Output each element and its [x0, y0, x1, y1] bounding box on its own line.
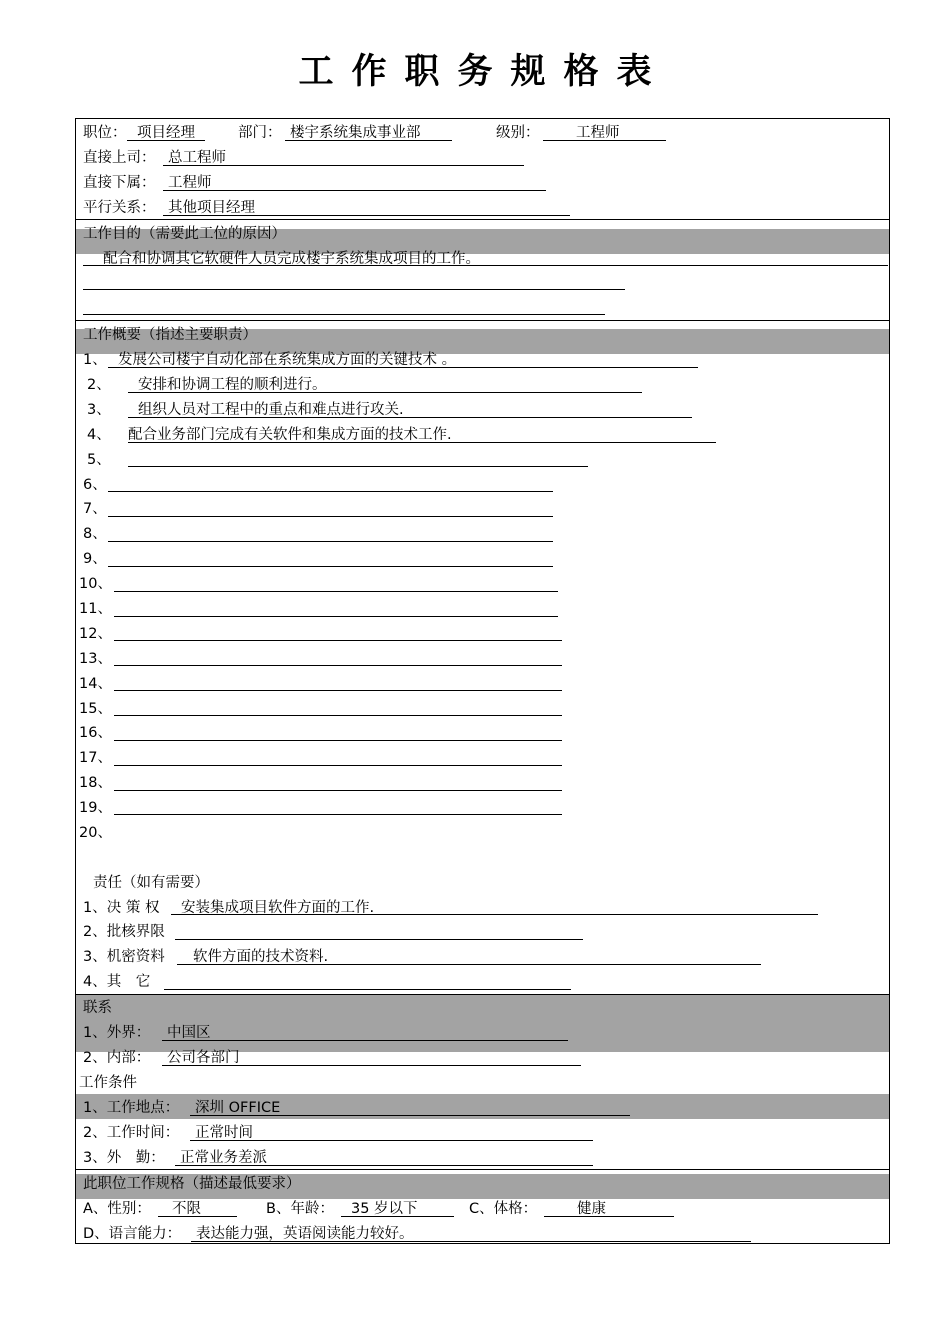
summary-item-number: 15、: [79, 701, 112, 717]
section-divider: [75, 994, 890, 995]
form-frame: [75, 118, 890, 1244]
summary-item-underline: [114, 765, 562, 766]
travel-label: 3、外 勤：: [83, 1150, 165, 1166]
summary-item-number: 18、: [79, 775, 112, 791]
summary-item-underline: [114, 715, 562, 716]
age-underline: [341, 1216, 454, 1217]
external-value: 中国区: [167, 1025, 211, 1041]
summary-item-number: 20、: [79, 825, 112, 841]
subordinate-label: 直接下属：: [83, 175, 156, 191]
summary-item-number: 9、: [83, 551, 107, 567]
summary-item-text: 配合业务部门完成有关软件和集成方面的技术工作.: [128, 427, 452, 443]
summary-item-number: 6、: [83, 477, 107, 493]
travel-value: 正常业务差派: [180, 1150, 267, 1166]
supervisor-label: 直接上司：: [83, 150, 156, 166]
section-divider: [75, 219, 890, 220]
summary-item-number: 10、: [79, 576, 112, 592]
summary-item-number: 8、: [83, 526, 107, 542]
confidential-underline: [177, 964, 761, 965]
external-label: 1、外界：: [83, 1025, 151, 1041]
summary-item-text: 安排和协调工程的顺利进行。: [138, 377, 327, 393]
summary-item-underline: [114, 740, 562, 741]
language-underline: [191, 1241, 751, 1242]
internal-value: 公司各部门: [167, 1050, 240, 1066]
summary-item-number: 16、: [79, 725, 112, 741]
physique-underline: [544, 1216, 674, 1217]
summary-item-number: 5、: [87, 452, 111, 468]
confidential-label: 3、机密资料: [83, 949, 165, 965]
external-underline: [162, 1040, 568, 1041]
hours-underline: [190, 1140, 593, 1141]
summary-item-number: 13、: [79, 651, 112, 667]
other-label: 4、其 它: [83, 974, 151, 990]
responsibility-heading: 责任（如有需要）: [93, 875, 209, 891]
summary-item-number: 19、: [79, 800, 112, 816]
decision-underline: [171, 914, 818, 915]
gender-underline: [158, 1216, 237, 1217]
summary-item-underline: [108, 541, 553, 542]
peer-value: 其他项目经理: [168, 200, 255, 216]
language-label: D、语言能力：: [83, 1226, 182, 1242]
conditions-heading: 工作条件: [79, 1075, 137, 1091]
physique-value: 健康: [577, 1201, 606, 1217]
position-underline: [127, 140, 205, 141]
level-value: 工程师: [576, 125, 620, 141]
other-underline: [164, 989, 571, 990]
confidential-value: 软件方面的技术资料.: [193, 949, 329, 965]
age-label: B、年龄：: [266, 1201, 334, 1217]
position-value: 项目经理: [137, 125, 195, 141]
summary-item-underline: [114, 690, 562, 691]
department-underline: [285, 140, 452, 141]
purpose-heading: 工作目的（需要此工位的原因）: [83, 226, 286, 242]
summary-item-number: 7、: [83, 501, 107, 517]
supervisor-value: 总工程师: [168, 150, 226, 166]
summary-item-number: 1、: [83, 352, 107, 368]
gender-value: 不限: [172, 1201, 201, 1217]
section-divider: [75, 1169, 890, 1170]
hours-label: 2、工作时间：: [83, 1125, 180, 1141]
location-underline: [190, 1115, 630, 1116]
travel-underline: [175, 1165, 593, 1166]
internal-label: 2、内部：: [83, 1050, 151, 1066]
contact-heading: 联系: [83, 1000, 112, 1016]
purpose-text: 配合和协调其它软硬件人员完成楼宇系统集成项目的工作。: [103, 251, 480, 267]
department-label: 部门：: [238, 125, 282, 141]
summary-item-text: 发展公司楼宇自动化部在系统集成方面的关键技术 。: [118, 352, 457, 368]
decision-value: 安装集成项目软件方面的工作.: [181, 900, 375, 916]
supervisor-underline: [163, 165, 524, 166]
summary-item-underline: [108, 367, 698, 368]
summary-item-number: 14、: [79, 676, 112, 692]
peer-label: 平行关系：: [83, 200, 156, 216]
summary-item-underline: [114, 591, 558, 592]
location-label: 1、工作地点：: [83, 1100, 180, 1116]
purpose-underline: [83, 265, 888, 266]
page-title: 工作职务规格表: [298, 52, 670, 92]
specs-heading: 此职位工作规格（描述最低要求）: [83, 1176, 301, 1192]
summary-item-number: 4、: [87, 427, 111, 443]
summary-item-underline: [108, 566, 553, 567]
department-value: 楼宇系统集成事业部: [290, 125, 421, 141]
summary-item-underline: [128, 392, 642, 393]
purpose-underline: [83, 314, 605, 315]
summary-item-underline: [108, 516, 553, 517]
internal-underline: [162, 1065, 581, 1066]
summary-item-text: 组织人员对工程中的重点和难点进行攻关.: [138, 402, 404, 418]
summary-item-underline: [114, 640, 562, 641]
hours-value: 正常时间: [195, 1125, 253, 1141]
age-value: 35 岁以下: [351, 1201, 418, 1217]
gender-label: A、性别：: [83, 1201, 151, 1217]
location-value: 深圳 OFFICE: [195, 1100, 281, 1116]
summary-item-underline: [128, 442, 716, 443]
summary-item-underline: [128, 466, 588, 467]
decision-label: 1、决 策 权: [83, 900, 160, 916]
summary-item-number: 11、: [79, 601, 112, 617]
summary-item-underline: [114, 814, 562, 815]
section-divider: [75, 320, 890, 321]
summary-item-underline: [114, 790, 562, 791]
summary-item-number: 2、: [87, 377, 111, 393]
peer-underline: [163, 215, 570, 216]
summary-item-underline: [114, 616, 558, 617]
level-label: 级别：: [496, 125, 540, 141]
summary-item-number: 3、: [87, 402, 111, 418]
purpose-underline: [83, 289, 625, 290]
summary-item-underline: [108, 491, 553, 492]
subordinate-value: 工程师: [168, 175, 212, 191]
approval-label: 2、批核界限: [83, 924, 165, 940]
approval-underline: [175, 939, 583, 940]
summary-item-underline: [128, 417, 692, 418]
physique-label: C、体格：: [469, 1201, 538, 1217]
position-label: 职位：: [83, 125, 127, 141]
summary-item-underline: [114, 665, 562, 666]
level-underline: [543, 140, 666, 141]
summary-item-number: 12、: [79, 626, 112, 642]
summary-item-number: 17、: [79, 750, 112, 766]
subordinate-underline: [163, 190, 546, 191]
summary-heading: 工作概要（指述主要职责）: [83, 327, 257, 343]
language-value: 表达能力强，英语阅读能力较好。: [196, 1226, 414, 1242]
